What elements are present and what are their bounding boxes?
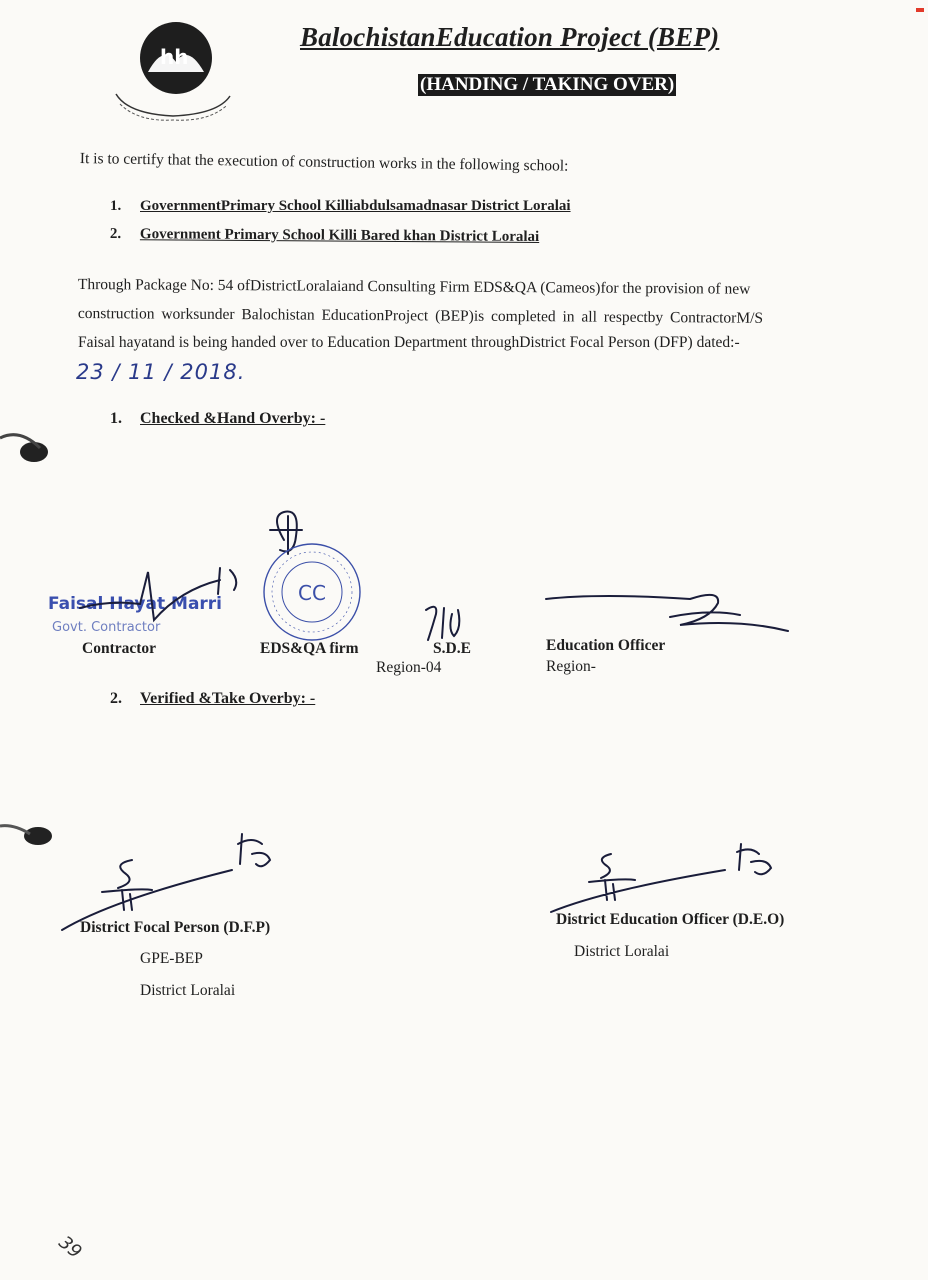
verified-heading <box>110 690 315 708</box>
page-mark: 39 <box>54 1232 86 1263</box>
contractor-stamp-sub: Govt. Contractor <box>52 620 161 635</box>
eo-region: Region- <box>546 658 596 675</box>
deo-signature <box>545 838 805 918</box>
dfp-label: District Focal Person (D.F.P) <box>80 919 271 936</box>
cameos-seal <box>250 506 370 646</box>
punch-hole-icon <box>0 418 60 478</box>
svg-text:CC: CC <box>298 581 326 605</box>
svg-text:hh: hh <box>160 45 189 69</box>
section-label: Checked &Hand Overby: - <box>140 410 326 427</box>
school-name: GovernmentPrimary School Killiabdulsamadnasar District Loralai <box>140 198 571 214</box>
sde-label: S.D.E <box>433 640 471 657</box>
school-name: Government Primary School Killi Bared khan District Loralai <box>139 226 540 245</box>
certify-statement: It is to certify that the execution of construction works in the following school: <box>79 150 569 175</box>
sde-region: Region-04 <box>376 659 442 676</box>
checked-heading <box>110 410 325 428</box>
school-number: 1. <box>110 198 122 214</box>
handover-paragraph <box>78 270 838 357</box>
dfp-program: GPE-BEP <box>140 950 203 967</box>
school-number: 2. <box>109 226 122 243</box>
eo-label: Education Officer <box>546 637 666 654</box>
bep-logo <box>108 14 238 122</box>
sde-signature <box>418 600 478 644</box>
section-number: 1. <box>110 410 122 427</box>
dfp-district: District Loralai <box>140 982 236 999</box>
handwritten-date: 23 / 11 / 2018. <box>76 360 246 384</box>
document-subtitle: (HANDING / TAKING OVER) <box>420 74 675 95</box>
school-item <box>110 198 571 215</box>
paragraph-line: Through Package No: 54 ofDistrictLoralaiand Consulting Firm EDS&QA (Cameos)for the provision of new <box>77 275 751 298</box>
eds-label: EDS&QA firm <box>260 640 359 657</box>
punch-hole-icon <box>0 812 60 862</box>
contractor-signature <box>70 560 250 640</box>
paragraph-line: Faisal hayatand is being handed over to Education Department throughDistrict Focal Person (DFP) dated:- <box>78 334 740 351</box>
document-title: BalochistanEducation Project (BEP) <box>300 22 720 52</box>
deo-district: District Loralai <box>574 943 670 960</box>
eo-signature <box>540 585 800 641</box>
section-label: Verified &Take Overby: - <box>140 690 316 707</box>
contractor-stamp: Faisal Hayat Marri <box>48 594 223 614</box>
red-mark <box>916 8 924 12</box>
school-item <box>110 226 539 246</box>
paragraph-line: construction worksunder Balochistan EducationProject (BEP)is completed in all respectby ContractorM/S <box>77 304 764 327</box>
deo-label: District Education Officer (D.E.O) <box>556 911 785 928</box>
section-number: 2. <box>110 690 122 707</box>
contractor-label: Contractor <box>82 640 157 657</box>
